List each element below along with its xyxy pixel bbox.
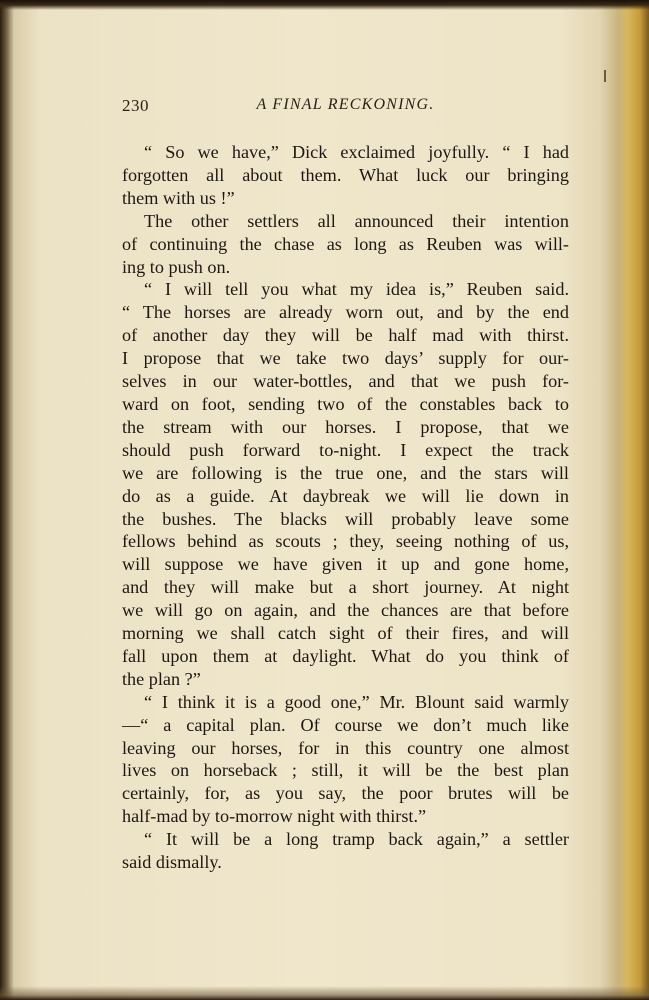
text-line: forgotten all about them. What luck our bringing [122,164,569,185]
page-top-shadow [0,0,649,10]
text-line: morning we shall catch sight of their fires, and will [122,623,569,644]
text-line: we are following is the true one, and the stars will [122,462,569,483]
text-line: The other settlers all announced their intention [144,210,569,231]
text-line: I propose that we take two days’ supply for our- [122,348,569,369]
text-line: “ It will be a long tramp back again,” a settler [144,829,569,850]
text-line: them with us !” [122,187,235,208]
text-line: certainly, for, as you say, the poor brutes will be [122,783,569,804]
text-line: the bushes. The blacks will probably leave some [122,508,569,529]
page-edge-mark [604,70,606,82]
text-line: leaving our horses, for in this country one almost [122,737,569,758]
text-line: “ So we have,” Dick exclaimed joyfully. “ I had [144,142,569,162]
text-line: will suppose we have given it up and gone home, [122,554,569,575]
text-line: the plan ?” [122,668,201,689]
text-line: the stream with our horses. I propose, that we [122,416,569,437]
text-line: ing to push on. [122,256,231,277]
page-bottom-shadow [0,986,649,1000]
running-title: A FINAL RECKONING. [256,96,435,113]
text-line: fall upon them at daylight. What do you think of [122,645,569,666]
text-line: fellows behind as scouts ; they, seeing nothing of us, [122,531,569,552]
text-line: “ I will tell you what my idea is,” Reuben said. [144,279,569,300]
text-line: we will go on again, and the chances are that before [122,600,569,621]
text-line: half-mad by to-morrow night with thirst.” [122,806,427,827]
text-line: “ I think it is a good one,” Mr. Blount said warmly [144,691,569,712]
page-header [122,96,569,120]
page-number: 230 [122,96,149,115]
text-line: of continuing the chase as long as Reuben was will- [122,233,569,254]
body-text [122,141,569,874]
text-line: “ The horses are already worn out, and by the end [122,302,569,323]
text-line: said dismally. [122,852,222,873]
text-line: —“ a capital plan. Of course we don’t much like [122,714,569,735]
text-line: ward on foot, sending two of the constables back to [122,393,569,414]
text-line: of another day they will be half mad with thirst. [122,325,569,346]
text-line: selves in our water-bottles, and that we push for- [122,371,569,392]
text-line: should push forward to-night. I expect the track [122,439,569,460]
text-line: lives on horseback ; still, it will be the best plan [122,760,569,781]
text-line: do as a guide. At daybreak we will lie down in [122,485,569,506]
text-line: and they will make but a short journey. At night [122,577,569,598]
